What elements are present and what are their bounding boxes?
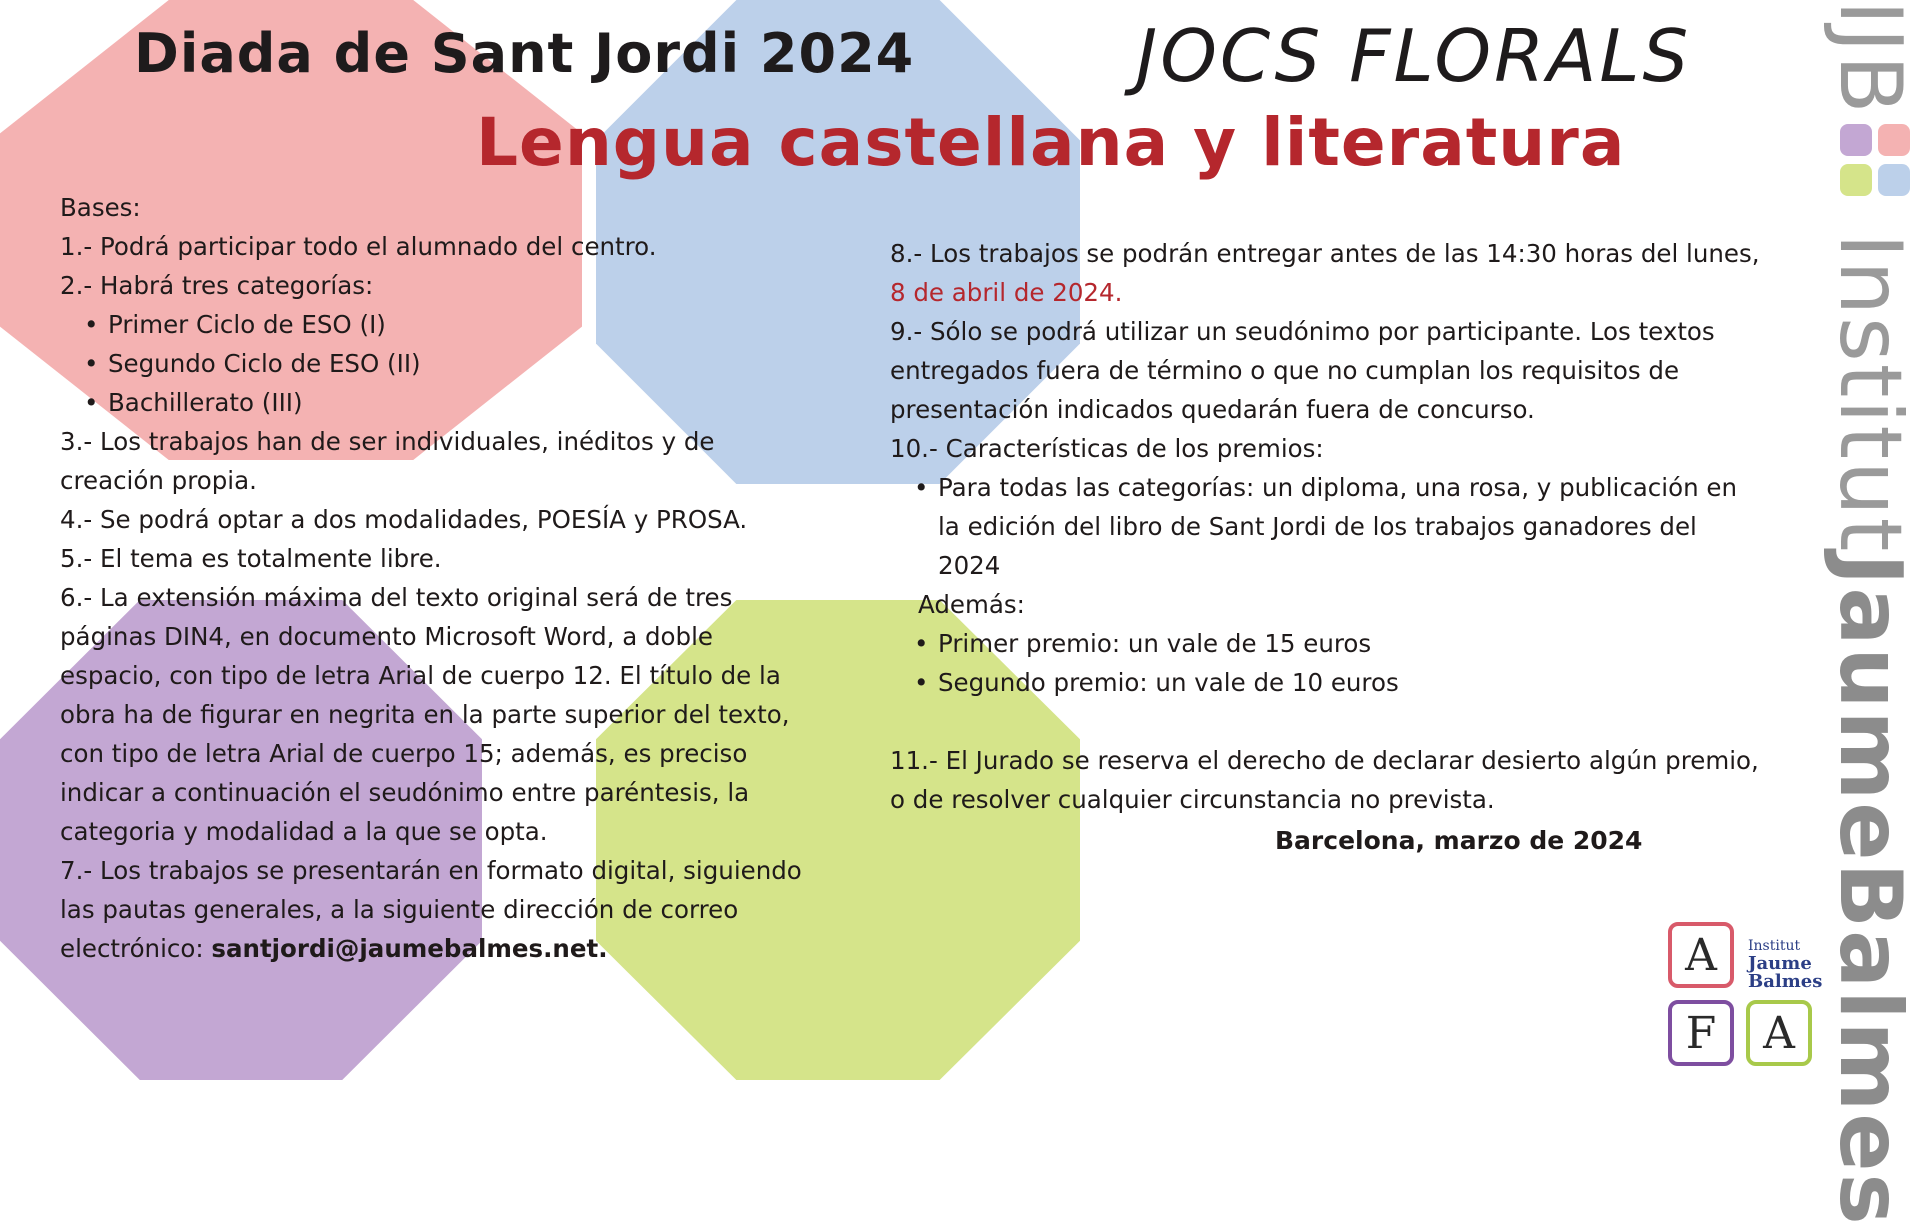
spacer [890, 702, 1795, 741]
rule-9-line: 9.- Sólo se podrá utilizar un seudónimo por participante. Los textos [890, 317, 1715, 346]
deadline-date: 8 de abril de 2024. [890, 278, 1123, 307]
rule-2: 2.- Habrá tres categorías: [60, 271, 374, 300]
signature-line: Barcelona, marzo de 2024 [1275, 826, 1643, 855]
bases-heading: Bases: [60, 193, 141, 222]
afa-label-line: Balmes [1748, 971, 1823, 992]
rule-6-line: categoria y modalidad a la que se opta. [60, 817, 548, 846]
contact-email[interactable]: santjordi@jaumebalmes.net. [211, 934, 608, 963]
afa-letter-box: A [1746, 1000, 1812, 1066]
afa-letter-box: A [1668, 922, 1734, 988]
rule-8-line: 8.- Los trabajos se podrán entregar antes de las 14:30 horas del lunes, [890, 239, 1760, 268]
rule-10: 10.- Características de los premios: [890, 434, 1324, 463]
afa-institute-label [1748, 936, 1822, 991]
afa-label-line: Jaume [1748, 953, 1812, 974]
rule-5: 5.- El tema es totalmente libre. [60, 544, 442, 573]
prize-item: • Segundo premio: un vale de 10 euros [890, 663, 1795, 702]
category-list [60, 305, 840, 422]
event-title: Diada de Sant Jordi 2024 [134, 22, 915, 85]
rules-right-column [890, 234, 1795, 819]
rule-6-line: 6.- La extensión máxima del texto original será de tres [60, 583, 733, 612]
rule-6-line: indicar a continuación el seudónimo entre paréntesis, la [60, 778, 750, 807]
rule-9-line: entregados fuera de término o que no cumplan los requisitos de [890, 356, 1680, 385]
category-item: • Segundo Ciclo de ESO (II) [60, 344, 840, 383]
institute-name-light: Institut [1820, 233, 1920, 554]
rule-11-line: o de resolver cualquier circunstancia no prevista. [890, 785, 1495, 814]
prize-general-list [890, 468, 1795, 585]
rule-3-line: creación propia. [60, 466, 257, 495]
institute-name-bold: JaumeBalmes [1820, 553, 1920, 1227]
rule-6-line: páginas DIN4, en documento Microsoft Word, a doble [60, 622, 713, 651]
category-item: • Bachillerato (III) [60, 383, 840, 422]
rule-7-line: las pautas generales, a la siguiente dirección de correo [60, 895, 739, 924]
rule-7-line: 7.- Los trabajos se presentarán en formato digital, siguiendo [60, 856, 802, 885]
subject-title: Lengua castellana y literatura [476, 104, 1626, 181]
afa-label-line: Institut [1748, 938, 1801, 954]
rule-9-line: presentación indicados quedarán fuera de concurso. [890, 395, 1535, 424]
rule-6-line: con tipo de letra Arial de cuerpo 15; además, es preciso [60, 739, 748, 768]
ademas-label: Además: [918, 590, 1025, 619]
rules-left-column [60, 188, 840, 968]
prize-list [890, 624, 1795, 702]
rule-1: 1.- Podrá participar todo el alumnado del centro. [60, 232, 657, 261]
prize-general-item [890, 468, 1795, 585]
rule-7-line [60, 929, 840, 968]
prize-general-line: la edición del libro de Sant Jordi de los trabajos ganadores del [938, 512, 1697, 541]
email-prefix: electrónico: [60, 934, 212, 963]
afa-logo [1668, 922, 1823, 1074]
prize-general-line: 2024 [938, 551, 1001, 580]
rule-6-line: obra ha de figurar en negrita en la parte superior del texto, [60, 700, 790, 729]
afa-letter-box: F [1668, 1000, 1734, 1066]
rule-4: 4.- Se podrá optar a dos modalidades, POESÍA y PROSA. [60, 505, 748, 534]
prize-item: • Primer premio: un vale de 15 euros [890, 624, 1795, 663]
contest-title: JOCS FLORALS [1136, 14, 1692, 98]
logo-squares-icon [1840, 124, 1912, 196]
institute-initials: IJB [1820, 0, 1920, 116]
category-item: • Primer Ciclo de ESO (I) [60, 305, 840, 344]
rule-3-line: 3.- Los trabajos han de ser individuales, inéditos y de [60, 427, 715, 456]
rule-11-line: 11.- El Jurado se reserva el derecho de declarar desierto algún premio, [890, 746, 1759, 775]
rule-6-line: espacio, con tipo de letra Arial de cuerpo 12. El título de la [60, 661, 781, 690]
prize-general-line: Para todas las categorías: un diploma, una rosa, y publicación en [938, 473, 1737, 502]
